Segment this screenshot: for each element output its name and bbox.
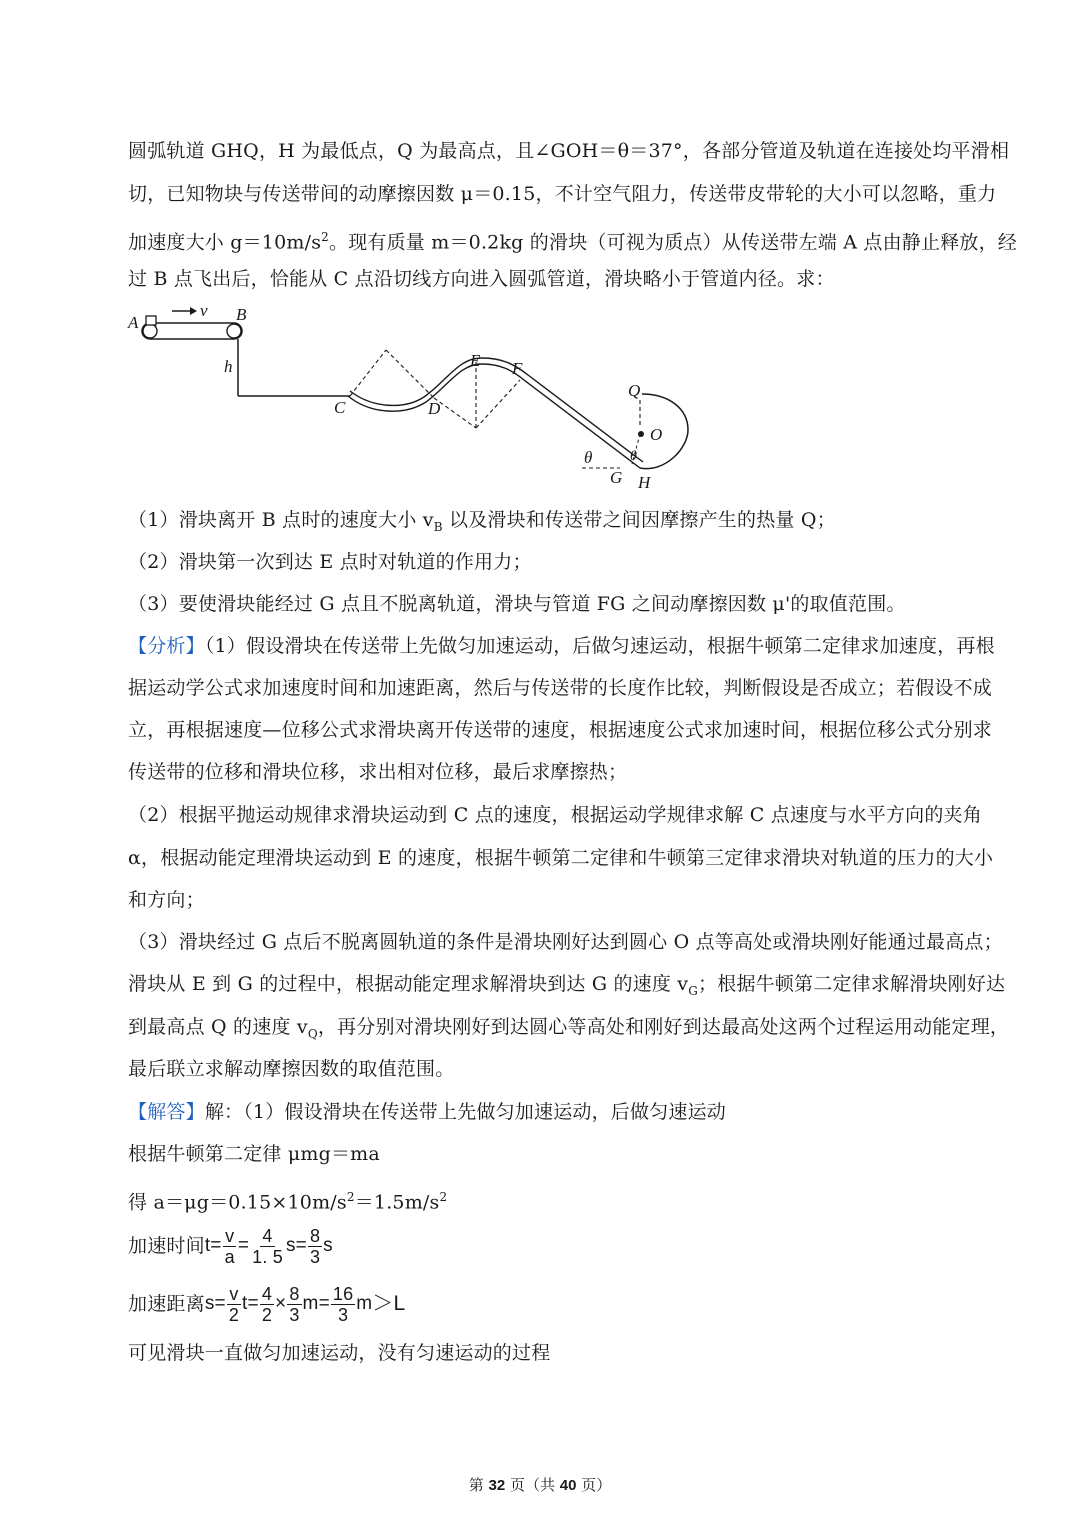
question-3: （3）要使滑块能经过 G 点且不脱离轨道，滑块与管道 FG 之间动摩擦因数 μ'的取值范围。 bbox=[128, 593, 906, 615]
analysis-line-8: （3）滑块经过 G 点后不脱离圆轨道的条件是滑块刚好达到圆心 O 点等高处或滑块刚好能通过最高点； bbox=[128, 931, 1003, 953]
solution-line-1: 【解答】解：（1）假设滑块在传送带上先做匀加速运动，后做匀速运动 bbox=[128, 1101, 727, 1123]
label-D: D bbox=[428, 399, 441, 418]
circular-track bbox=[640, 394, 688, 469]
physics-diagram bbox=[120, 298, 720, 498]
analysis-tag: 【分析】 bbox=[128, 635, 205, 657]
question-2: （2）滑块第一次到达 E 点时对轨道的作用力； bbox=[128, 551, 532, 573]
label-theta-center: θ bbox=[630, 449, 637, 464]
solution-line-5: 加速距离s= $\frac{v}{2}$ t= $\frac{4}{2}$ × $\frac{8}{3}$ m= $\frac{16}{3}$ m＞L bbox=[128, 1283, 406, 1325]
analysis-line-6: α，根据动能定理滑块运动到 E 的速度，根据牛顿第二定律和牛顿第三定律求滑块对轨道的压力的大小 bbox=[128, 847, 994, 869]
solution-line-4: 加速时间t= $\frac{v}{a}$ = $\frac{4}{1. 5}$ s= $\frac{8}{3}$ s bbox=[128, 1225, 333, 1267]
fraction: $\frac{v}{a}$ bbox=[224, 1225, 235, 1267]
analysis-line-1: 【分析】（1）假设滑块在传送带上先做匀加速运动，后做匀速运动，根据牛顿第二定律求加速度，再根 bbox=[128, 635, 995, 657]
label-h: h bbox=[224, 357, 233, 376]
analysis-line-9: 滑块从 E 到 G 的过程中，根据动能定理求解滑块到达 G 的速度 $v_G$；根据牛顿第二定律求解滑块刚好达 bbox=[128, 973, 1006, 998]
label-O: O bbox=[650, 425, 663, 444]
label-theta-slope: θ bbox=[584, 448, 593, 467]
fraction: $\frac{8}{3}$ bbox=[309, 1225, 321, 1267]
analysis-line-7: 和方向； bbox=[128, 889, 205, 911]
total-pages: 40 bbox=[559, 1477, 577, 1494]
fraction: $\frac{8}{3}$ bbox=[289, 1283, 300, 1325]
slider-block bbox=[146, 316, 156, 325]
label-v: v bbox=[200, 301, 208, 320]
analysis-line-3: 立，再根据速度—位移公式求滑块离开传送带的速度，根据速度公式求加速时间，根据位移公式分别求 bbox=[128, 719, 993, 741]
conveyor-belt bbox=[142, 323, 242, 339]
analysis-line-5: （2）根据平抛运动规律求滑块运动到 C 点的速度，根据运动学规律求解 C 点速度与水平方向的夹角 bbox=[128, 804, 982, 826]
label-F: F bbox=[512, 359, 523, 378]
label-C: C bbox=[334, 398, 346, 417]
velocity-arrow bbox=[172, 307, 197, 315]
page-number: 32 bbox=[488, 1477, 506, 1494]
analysis-line-11: 最后联立求解动摩擦因数的取值范围。 bbox=[128, 1058, 455, 1080]
fraction: $\frac{16}{3}$ bbox=[332, 1283, 354, 1325]
solution-line-3: 得 $a=\mu g=0.15\times 10m/s^2=1.5m/s^2$ bbox=[128, 1190, 448, 1214]
question-1: （1）滑块离开 B 点时的速度大小 $v_B$ 以及滑块和传送带之间因摩擦产生的热量 Q； bbox=[128, 509, 836, 534]
label-Q: Q bbox=[628, 381, 641, 400]
label-acc-distance: 加速距离 bbox=[128, 1293, 205, 1315]
label-acc-time: 加速时间 bbox=[128, 1235, 205, 1257]
page-footer: 第 32 页（共 40 页） bbox=[468, 1476, 612, 1494]
solution-tag: 【解答】 bbox=[128, 1101, 205, 1123]
fraction: $\frac{4}{2}$ bbox=[261, 1283, 273, 1325]
label-A: A bbox=[128, 313, 139, 332]
solution-line-2: 根据牛顿第二定律 μmg＝ma bbox=[128, 1143, 380, 1165]
construction-lines bbox=[350, 350, 640, 468]
analysis-line-4: 传送带的位移和滑块位移，求出相对位移，最后求摩擦热； bbox=[128, 761, 628, 783]
label-G: G bbox=[610, 468, 623, 487]
fraction: $\frac{4}{1. 5}$ bbox=[252, 1225, 283, 1267]
solution-line-6: 可见滑块一直做匀加速运动，没有匀速运动的过程 bbox=[128, 1342, 551, 1364]
label-B: B bbox=[236, 305, 247, 324]
problem-line-1: 圆弧轨道 GHQ，H 为最低点，Q 为最高点，且∠GOH＝θ＝37°，各部分管道及轨道在连接处均平滑相 bbox=[128, 140, 1010, 162]
label-H: H bbox=[638, 473, 651, 492]
problem-line-4: 过 B 点飞出后，恰能从 C 点沿切线方向进入圆弧管道，滑块略小于管道内径。求： bbox=[128, 268, 835, 290]
pipe-track bbox=[348, 358, 643, 468]
problem-line-2: 切，已知物块与传送带间的动摩擦因数 μ＝0.15，不计空气阻力，传送带皮带轮的大小可以忽略，重力 bbox=[128, 183, 997, 205]
problem-line-3: 加速度大小 $g=10m/s^2$。现有质量 m＝0.2kg 的滑块（可视为质点）从传送带左端 A 点由静止释放，经 bbox=[128, 230, 1017, 254]
center-point bbox=[638, 431, 644, 437]
fraction: $\frac{v}{2}$ bbox=[228, 1283, 240, 1325]
analysis-line-2: 据运动学公式求加速度时间和加速距离，然后与传送带的长度作比较，判断假设是否成立；若假设不成 bbox=[128, 677, 993, 699]
analysis-line-10: 到最高点 Q 的速度 $v_Q$，再分别对滑块刚好到达圆心等高处和刚好到达最高处这两个过程运用动能定理， bbox=[128, 1016, 1010, 1041]
label-E: E bbox=[470, 351, 481, 370]
